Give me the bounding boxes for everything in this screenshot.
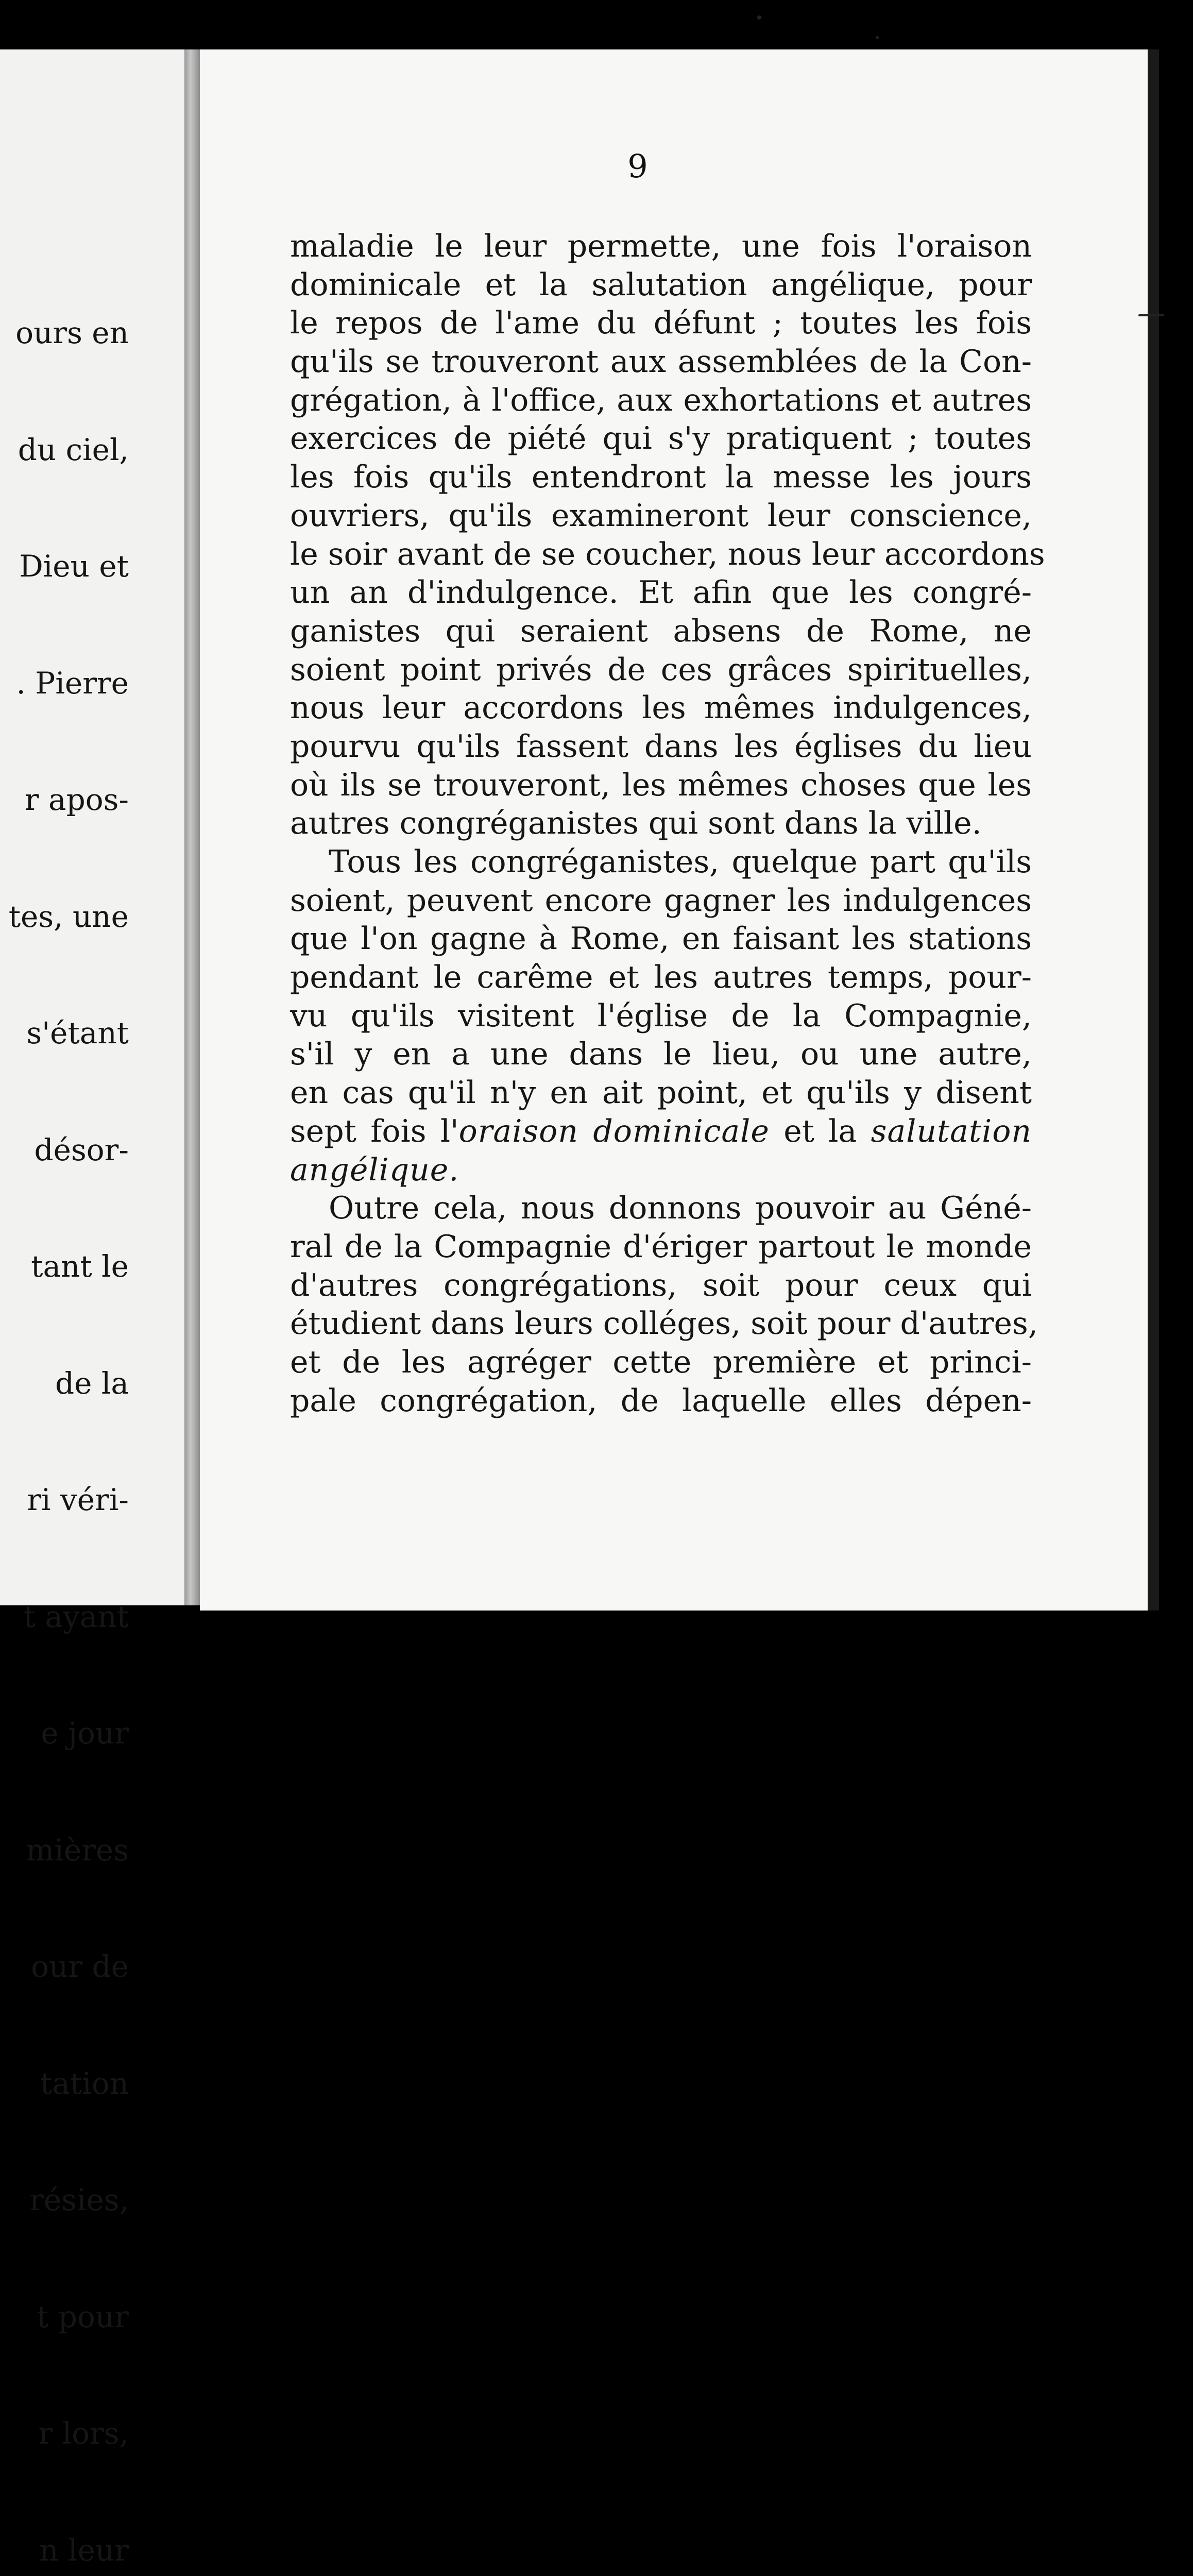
text-line: et de les agréger cette première et princi- (290, 1344, 1032, 1380)
text-line: nous leur accordons les mêmes indulgences, (290, 690, 1032, 726)
text-line: que l'on gagne à Rome, en faisant les stations (290, 921, 1032, 957)
text-line: où ils se trouveront, les mêmes choses que les (290, 767, 1032, 803)
text-line: un an d'indulgence. Et afin que les congré- (290, 574, 1032, 611)
left-line: t ayant (23, 1599, 129, 1634)
text-line: étudient dans leurs colléges, soit pour d'autres, (290, 1306, 1038, 1342)
italic-run: angélique. (290, 1151, 459, 1188)
text-line: ral de la Compagnie d'ériger partout le monde (290, 1228, 1032, 1265)
left-line: our de (31, 1949, 129, 1984)
text-line: dominicale et la salutation angélique, pour (290, 266, 1032, 303)
text-line: le soir avant de se coucher, nous leur accordons (290, 536, 1045, 572)
text-line: autres congréganistes qui sont dans la ville. (290, 805, 982, 842)
left-line: Dieu et (19, 549, 129, 584)
text-line: Tous les congréganistes, quelque part qu'ils (329, 844, 1032, 880)
left-line: ours en (15, 315, 129, 350)
text-line: vu qu'ils visitent l'église de la Compagnie, (290, 997, 1032, 1034)
left-line: désor- (34, 1132, 129, 1167)
italic-run: oraison dominicale (458, 1113, 770, 1149)
left-line: s'étant (26, 1015, 129, 1050)
left-line: r apos- (24, 782, 129, 817)
left-line: du ciel, (18, 432, 129, 467)
text-line: ganistes qui seraient absens de Rome, ne (290, 613, 1032, 649)
book-gutter (184, 49, 200, 1605)
left-line: n leur (39, 2532, 129, 2568)
left-line: tes, une (8, 899, 129, 934)
scan-speck (876, 36, 879, 39)
text-line: qu'ils se trouveront aux assemblées de la Con- (290, 344, 1032, 380)
left-line: mières (26, 1832, 129, 1868)
text-run: et la (769, 1113, 871, 1149)
text-line: en cas qu'il n'y en ait point, et qu'ils y disent (290, 1075, 1032, 1111)
left-line: tation (40, 2065, 129, 2101)
text-line: exercices de piété qui s'y pratiquent ; toutes (290, 420, 1032, 457)
right-page (200, 49, 1159, 1611)
body-text (290, 227, 1045, 1420)
page-number: 9 (627, 147, 648, 185)
left-line: t pour (37, 2299, 129, 2334)
left-page (0, 49, 195, 2568)
text-line: ouvriers, qu'ils examineront leur conscience, (290, 497, 1032, 534)
left-line: . Pierre (16, 665, 129, 701)
left-page-text (9, 236, 129, 2576)
text-line: grégation, à l'office, aux exhortations et autres (290, 382, 1032, 418)
left-line: e jour (41, 1716, 129, 1751)
italic-run: salutation (871, 1113, 1032, 1149)
text-run: sept fois l' (290, 1113, 459, 1149)
text-line: s'il y en a une dans le lieu, ou une autre, (290, 1036, 1032, 1073)
text-line: les fois qu'ils entendront la messe les jours (290, 459, 1032, 496)
scan-speck (1138, 314, 1164, 316)
text-line: Outre cela, nous donnons pouvoir au Géné- (329, 1190, 1032, 1227)
text-line: maladie le leur permette, une fois l'oraison (290, 228, 1032, 264)
left-line: ri véri- (27, 1482, 129, 1517)
text-line-mixed (290, 1112, 1032, 1151)
text-line: soient point privés de ces grâces spirituelles, (290, 651, 1032, 688)
left-line: tant le (31, 1249, 129, 1284)
text-line: pale congrégation, de laquelle elles dépen- (290, 1382, 1032, 1419)
text-line: le repos de l'ame du défunt ; toutes les fois (290, 305, 1032, 342)
text-line: soient, peuvent encore gagner les indulgences (290, 882, 1032, 919)
left-line: résies, (29, 2182, 129, 2217)
left-line: r lors, (38, 2416, 129, 2451)
text-line: pendant le carême et les autres temps, pour- (290, 959, 1032, 996)
left-line: de la (55, 1365, 129, 1401)
text-line (290, 1151, 1032, 1190)
text-line: pourvu qu'ils fassent dans les églises du lieu (290, 728, 1032, 765)
text-line: d'autres congrégations, soit pour ceux qui (290, 1267, 1032, 1303)
scan-speck (757, 15, 761, 20)
